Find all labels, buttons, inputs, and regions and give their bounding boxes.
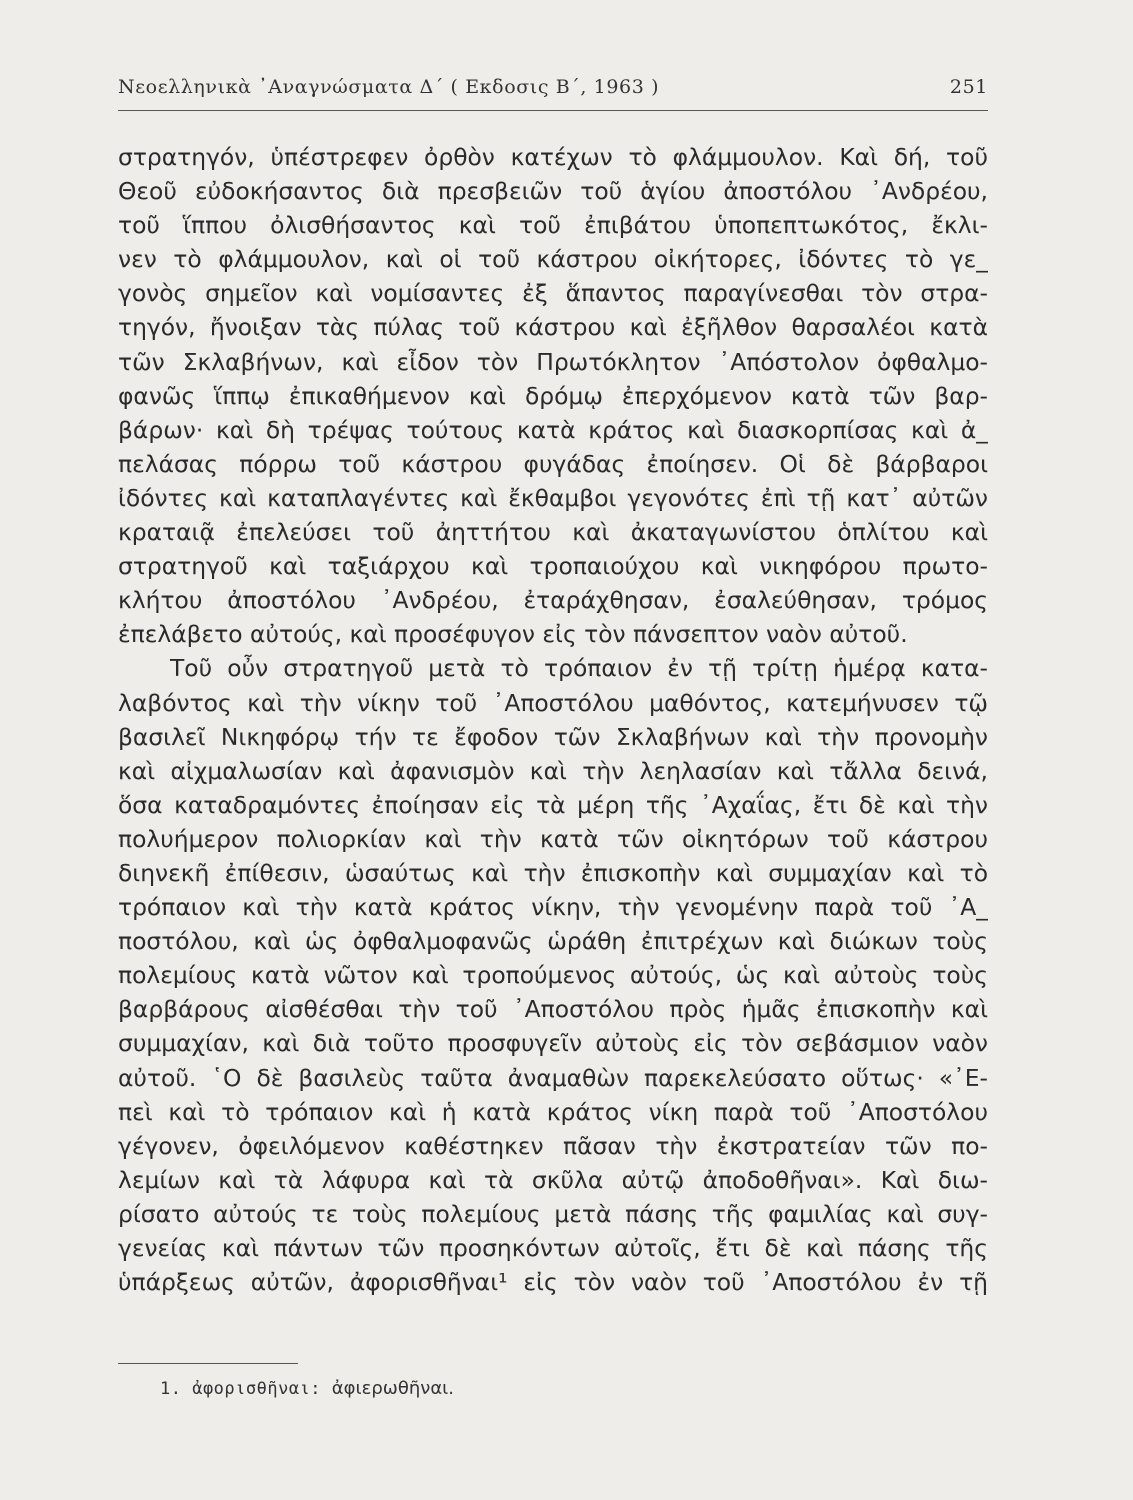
text-line: πολεμίους κατὰ νῶτον καὶ τροπούμενος αὐτούς, ὡς καὶ αὐτοὺς τοὺς: [118, 961, 988, 990]
text-line: πεὶ καὶ τὸ τρόπαιον καὶ ἡ κατὰ κράτος νίκη παρὰ τοῦ ᾿Αποστόλου: [118, 1097, 988, 1126]
paragraph-start-line: Τοῦ οὖν στρατηγοῦ μετὰ τὸ τρόπαιον ἐν τῇ τρίτῃ ἡμέρᾳ κατα-: [170, 654, 988, 683]
text-line: τρόπαιον καὶ τὴν κατὰ κράτος νίκην, τὴν γενομένην παρὰ τοῦ ᾿Α_: [118, 893, 988, 922]
text-line: ὅσα καταδραμόντες ἐποίησαν εἰς τὰ μέρη τῆς ᾿Αχαΐας, ἔτι δὲ καὶ τὴν: [118, 790, 988, 819]
text-line: γέγονεν, ὀφειλόμενον καθέστηκεν πᾶσαν τὴν ἐκστρατείαν τῶν πο-: [118, 1131, 988, 1160]
text-line: τηγόν, ἤνοιξαν τὰς πύλας τοῦ κάστρου καὶ ἐξῆλθον θαρσαλέοι κατὰ: [118, 313, 988, 342]
text-line: ὑπάρξεως αὐτῶν, ἀφορισθῆναι¹ εἰς τὸν ναὸν τοῦ ᾿Αποστόλου ἐν τῇ: [118, 1268, 988, 1297]
text-line: τοῦ ἵππου ὀλισθήσαντος καὶ τοῦ ἐπιβάτου ὑποπεπτωκότος, ἔκλι-: [118, 211, 988, 240]
page-number: 251: [949, 76, 988, 98]
text-line: λεμίων καὶ τὰ λάφυρα καὶ τὰ σκῦλα αὐτῷ ἀποδοθῆναι». Καὶ διω-: [118, 1165, 988, 1194]
text-line: πολυήμερον πολιορκίαν καὶ τὴν κατὰ τῶν οἰκητόρων τοῦ κάστρου: [118, 824, 988, 853]
text-line: ποστόλου, καὶ ὡς ὀφθαλμοφανῶς ὡράθη ἐπιτρέχων καὶ διώκων τοὺς: [118, 927, 988, 956]
text-line: κραταιᾷ ἐπελεύσει τοῦ ἀηττήτου καὶ ἀκαταγωνίστου ὁπλίτου καὶ: [118, 518, 988, 547]
text-line: γονὸς σημεῖον καὶ νομίσαντες ἐξ ἅπαντος παραγίνεσθαι τὸν στρα-: [118, 279, 988, 308]
text-line: φανῶς ἵππῳ ἐπικαθήμενον καὶ δρόμῳ ἐπερχόμενον κατὰ τῶν βαρ-: [118, 381, 988, 410]
text-line: ρίσατο αὐτούς τε τοὺς πολεμίους μετὰ πάσης τῆς φαμιλίας καὶ συγ-: [118, 1199, 988, 1228]
text-line: βασιλεῖ Νικηφόρῳ τήν τε ἔφοδον τῶν Σκλαβήνων καὶ τὴν προνομὴν: [118, 722, 988, 751]
footnote-definition: ἀφιερωθῆναι.: [331, 1378, 454, 1399]
text-line: τῶν Σκλαβήνων, καὶ εἶδον τὸν Πρωτόκλητον ᾿Απόστολον ὀφθαλμο-: [118, 347, 988, 376]
text-line: πελάσας πόρρω τοῦ κάστρου φυγάδας ἐποίησεν. Οἱ δὲ βάρβαροι: [118, 449, 988, 478]
body-text: [118, 140, 988, 1299]
text-line: βάρων· καὶ δὴ τρέψας τούτους κατὰ κράτος καὶ διασκορπίσας καὶ ἀ_: [118, 415, 988, 444]
text-line: αὐτοῦ. ῾Ο δὲ βασιλεὺς ταῦτα ἀναμαθὼν παρεκελεύσατο οὕτως· «᾿Ε-: [118, 1063, 988, 1092]
footnote: [160, 1378, 454, 1399]
text-line: συμμαχίαν, καὶ διὰ τοῦτο προσφυγεῖν αὐτοὺς εἰς τὸν σεβάσμιον ναὸν: [118, 1029, 988, 1058]
text-line: στρατηγοῦ καὶ ταξιάρχου καὶ τροπαιούχου καὶ νικηφόρου πρωτο-: [118, 552, 988, 581]
book-title: Νεοελληνικὰ ᾿Αναγνώσματα Δ΄ ( Εκδοσις Β΄, 1963 ): [118, 76, 660, 98]
text-line: στρατηγόν, ὑπέστρεφεν ὀρθὸν κατέχων τὸ φλάμμουλον. Καὶ δή, τοῦ: [118, 143, 988, 171]
text-line: ἰδόντες καὶ καταπλαγέντες καὶ ἔκθαμβοι γεγονότες ἐπὶ τῇ κατ᾿ αὐτῶν: [118, 483, 988, 512]
text-line: βαρβάρους αἰσθέσθαι τὴν τοῦ ᾿Αποστόλου πρὸς ἡμᾶς ἐπισκοπὴν καὶ: [118, 995, 988, 1024]
text-line: νεν τὸ φλάμμουλον, καὶ οἱ τοῦ κάστρου οἰκήτορες, ἰδόντες τὸ γε_: [118, 245, 988, 274]
footnote-rule: [118, 1363, 298, 1364]
text-line: Θεοῦ εὐδοκήσαντος διὰ πρεσβειῶν τοῦ ἁγίου ἀποστόλου ᾿Ανδρέου,: [118, 177, 988, 206]
header-rule: [118, 110, 988, 111]
text-line: ἐπελάβετο αὐτούς, καὶ προσέφυγον εἰς τὸν πάνσεπτον ναὸν αὐτοῦ.: [118, 620, 908, 649]
running-header: [118, 70, 988, 104]
text-line: καὶ αἰχμαλωσίαν καὶ ἀφανισμὸν καὶ τὴν λεηλασίαν καὶ τἄλλα δεινά,: [118, 756, 988, 785]
text-line: διηνεκῆ ἐπίθεσιν, ὡσαύτως καὶ τὴν ἐπισκοπὴν καὶ συμμαχίαν καὶ τὸ: [118, 858, 988, 887]
text-line: λαβόντος καὶ τὴν νίκην τοῦ ᾿Αποστόλου μαθόντος, κατεμήνυσεν τῷ: [118, 688, 988, 717]
footnote-term: 1. ἀφορισθῆναι:: [160, 1379, 322, 1399]
text-line: γενείας καὶ πάντων τῶν προσηκόντων αὐτοῖς, ἔτι δὲ καὶ πάσης τῆς: [118, 1234, 988, 1262]
text-line: κλήτου ἀποστόλου ᾿Ανδρέου, ἐταράχθησαν, ἐσαλεύθησαν, τρόμος: [118, 586, 988, 615]
